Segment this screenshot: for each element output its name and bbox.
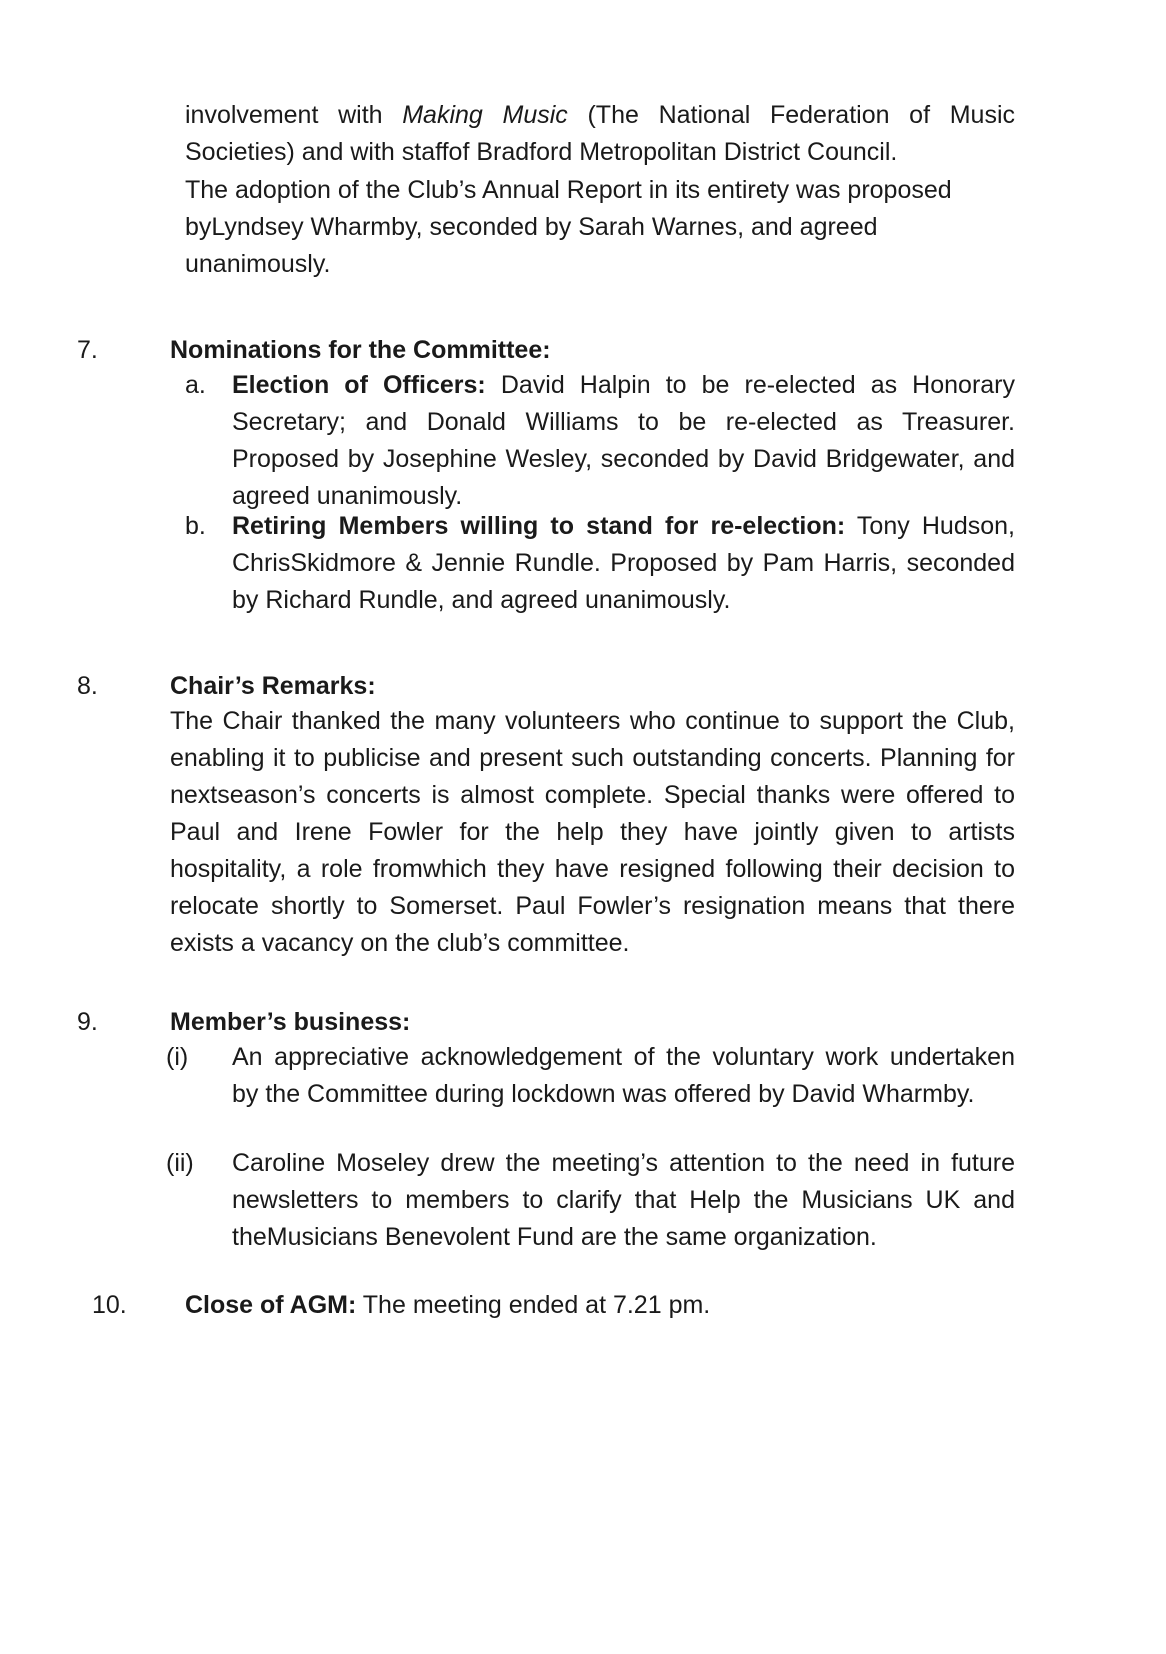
- section-8-number: 8.: [77, 672, 98, 700]
- section-9-heading: Member’s business:: [170, 1008, 411, 1036]
- intro-involvement: involvement with Making Music (The National Federation of Music Societies) and with staffof Bradford Metropolitan District Council.: [185, 101, 1015, 166]
- making-music-title: Making Music: [402, 101, 568, 129]
- adoption-paragraph: The adoption of the Club’s Annual Report in its entirety was proposed byLyndsey Wharmby, seconded by Sarah Warnes, and agreed unanimously.: [185, 176, 952, 278]
- section-10-heading: Close of AGM:: [185, 1291, 357, 1319]
- section-7-item-b: [185, 508, 1015, 619]
- section-8-heading: Chair’s Remarks:: [170, 672, 376, 700]
- item-text: Caroline Moseley drew the meeting’s attention to the need in future newsletters to members to clarify that Help the Musicians UK and theMusicians Benevolent Fund are the same organization.: [232, 1149, 1015, 1251]
- item-text: Election of Officers: David Halpin to be re-elected as Honorary Secretary; and Donald Williams to be re-elected as Treasurer. Proposed by Josephine Wesley, seconded by David Bridgewater, and agreed unanimously.: [232, 371, 1015, 510]
- item-marker: b.: [185, 512, 206, 540]
- section-10-number: 10.: [92, 1291, 127, 1319]
- section-7-item-a: [185, 367, 1015, 515]
- item-marker: (i): [166, 1043, 189, 1071]
- section-10-text: The meeting ended at 7.21 pm.: [356, 1291, 711, 1319]
- item-bold-label: Election of Officers:: [232, 371, 486, 399]
- item-marker: (ii): [166, 1149, 194, 1177]
- section-7-number: 7.: [77, 336, 98, 364]
- section-10-line: [185, 1287, 1015, 1324]
- section-9-item-ii: [166, 1145, 1015, 1256]
- item-text: An appreciative acknowledgement of the voluntary work undertaken by the Committee during lockdown was offered by David Wharmby.: [232, 1043, 1015, 1108]
- section-8-body: The Chair thanked the many volunteers who continue to support the Club, enabling it to publicise and present such outstanding concerts. Planning for nextseason’s concerts is almost complete. Special thanks were offered to Paul and Irene Fowler for the help they have jointly given to artists hospitality, a role fromwhich they have resigned following their decision to relocate shortly to Somerset. Paul Fowler’s resignation means that there exists a vacancy on the club’s committee.: [170, 707, 1015, 957]
- item-bold-label: Retiring Members willing to stand for re-election:: [232, 512, 846, 540]
- section-9-item-i: [166, 1039, 1015, 1150]
- section-9-number: 9.: [77, 1008, 98, 1036]
- intro-paragraph: [185, 97, 1015, 171]
- section-7-heading: Nominations for the Committee:: [170, 336, 551, 364]
- item-text: Retiring Members willing to stand for re-election: Tony Hudson, ChrisSkidmore & Jennie Rundle. Proposed by Pam Harris, seconded by Richard Rundle, and agreed unanimously.: [232, 512, 1015, 614]
- item-marker: a.: [185, 371, 206, 399]
